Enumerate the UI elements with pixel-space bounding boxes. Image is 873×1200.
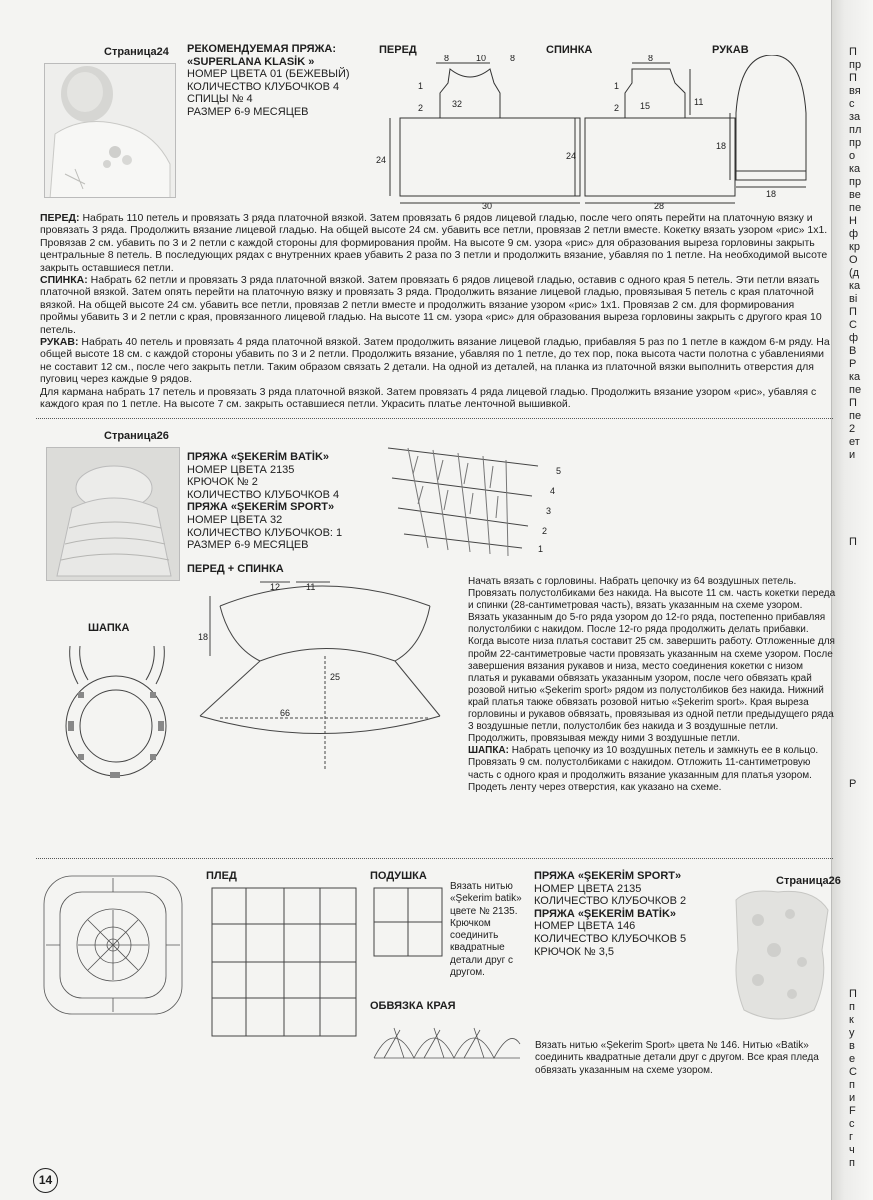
edge-letter: пр bbox=[849, 176, 862, 188]
page-reference-label: Страница26 bbox=[776, 875, 841, 887]
sleeve-width-dim: 18 bbox=[766, 189, 777, 199]
front-height-dim: 24 bbox=[376, 155, 387, 165]
hat-heading: ШАПКА: bbox=[468, 745, 509, 757]
back-width-dim: 28 bbox=[654, 201, 665, 210]
edge-letter: пр bbox=[849, 137, 862, 149]
edge-letter: пе bbox=[849, 202, 862, 214]
yarn2-color: НОМЕР ЦВЕТА 146 bbox=[534, 920, 636, 933]
yarn1-title: ПРЯЖА «ŞEKERİM SPORT» bbox=[534, 870, 682, 882]
edge-letter: п bbox=[849, 1157, 855, 1169]
front-width-dim: 30 bbox=[482, 201, 493, 210]
sleeve-diagram-label: РУКАВ bbox=[712, 44, 749, 56]
front-diagram-label: ПЕРЕД bbox=[379, 44, 417, 56]
join-note: Вязать нитью «Şekerim batik» цвете № 2135. Крючком соединить квадратные детали друг с другом. bbox=[450, 881, 522, 979]
paragraph-heading: СПИНКА: bbox=[40, 274, 88, 287]
page-number: 14 bbox=[33, 1168, 58, 1193]
blanket-instructions: Вязать нитью «Şekerim Sport» цвета № 146. Нитью «Batik» соединить квадратные детали друг с другом. Все края пледа обвязать указанным на схеме узором. bbox=[535, 1040, 819, 1076]
edge-letter: ет bbox=[849, 436, 860, 448]
edge-letter: Н bbox=[849, 215, 857, 227]
needle-size: СПИЦЫ № 4 bbox=[187, 93, 253, 106]
yarn1-color: НОМЕР ЦВЕТА 2135 bbox=[187, 463, 295, 476]
edge-letter: е bbox=[849, 1053, 856, 1065]
hat-schematic bbox=[58, 636, 176, 786]
edge-letter: пр bbox=[849, 59, 862, 71]
paragraph-heading: РУКАВ: bbox=[40, 336, 79, 349]
yarn2-balls: КОЛИЧЕСТВО КЛУБОЧКОВ: 1 bbox=[187, 526, 343, 539]
sleeve-height-dim: 18 bbox=[716, 141, 727, 151]
back-dim-d: 2 bbox=[614, 103, 620, 113]
edge-letter: (д bbox=[849, 267, 860, 279]
yarn2-title: ПРЯЖА «ŞEKERİM BATİK» bbox=[534, 907, 677, 920]
front-back-label: ПЕРЕД + СПИНКА bbox=[187, 563, 284, 575]
edge-letter: П bbox=[849, 988, 857, 1000]
back-dim-c: 1 bbox=[614, 81, 620, 91]
instruction-paragraph bbox=[40, 212, 833, 274]
hat-text: Набрать цепочку из 10 воздушных петель и замкнуть ее в кольцо. Провязать 9 см. полустолбиками с накидом. Отложить 11-сантиметровую часть с одного края и продолжить вязание указанным для платья узором. Продеть ленту через отверстия, как указано на схеме. bbox=[468, 745, 819, 793]
paragraph-text: Набрать 110 петель и провязать 3 ряда платочной вязкой. Затем провязать 6 рядов лицевой гладью, после чего опять перейти на платочную вязку и провязать 3 ряда. Продолжить вязание лицевой гладью. На общей высоте 24 см. убавить все петли, провязав 2 петли вместе. Кокетку вязать узором «рис» 1х1. Провязав 2 см. убавить по 3 и 2 петли с каждой стороны для формирования пройм. На высоте 9 см. узора «рис» для образования выреза горловины закрыть центральные 8 петель. В последующих рядах с внутренних краев убавить 2 раза по 3 петли и продолжить вязание, убавляя по 1 петле. На необходимой высоте закрыть оставшиеся петли. bbox=[40, 212, 828, 274]
edge-letter: ф bbox=[849, 228, 859, 240]
front-dim-c: 8 bbox=[510, 55, 516, 63]
granny-square-motif bbox=[38, 870, 188, 1020]
blanket-grid bbox=[206, 884, 362, 1040]
stitch-chart bbox=[378, 438, 568, 566]
back-dim-b: 11 bbox=[694, 97, 704, 107]
adjacent-page-edge bbox=[831, 0, 873, 1200]
edge-letter: к bbox=[849, 1014, 854, 1026]
edge-letter: за bbox=[849, 111, 861, 123]
pillow-grid bbox=[370, 884, 446, 960]
paragraph-text: Набрать 40 петель и провязать 4 ряда платочной вязкой. Затем продолжить вязание лицевой гладью, прибавляя 5 раз по 1 петле в каждом 6-м ряду. На общей высоте 18 см. с каждой стороны убавить по 3 и 2 петли. Продолжить вязание, убавляя по 1 петле, до тех пор, пока высота части полотна с убавлениями не составит 12 см., после чего закрыть петли. Таким образом связать 2 детали. На одной из деталей, на планка из платочной вязки выполнить отверстия для пуговиц через каждые 9 рядов. bbox=[40, 336, 830, 386]
blanket-photo bbox=[718, 870, 836, 1030]
front-dim-e: 2 bbox=[418, 103, 424, 113]
edge-letter: в bbox=[849, 1040, 855, 1052]
instruction-paragraph bbox=[40, 386, 833, 411]
blanket-label: ПЛЕД bbox=[206, 870, 237, 882]
baby-dress-photo bbox=[44, 63, 176, 198]
edge-letter: с bbox=[849, 1118, 855, 1130]
edge-letter: кр bbox=[849, 241, 860, 253]
edge-letter: О bbox=[849, 254, 858, 266]
yarn1-balls: КОЛИЧЕСТВО КЛУБОЧКОВ 4 bbox=[187, 488, 340, 501]
edge-text-bottom bbox=[849, 988, 871, 1170]
paragraph-text: Для кармана набрать 17 петель и провязать 3 ряда платочной вязкой. Затем провязать 4 ряда лицевой гладью. Продолжить вязание узором «рис», убавляя с каждого края по 1 петле. На высоте 7 см. закрыть оставшиеся петли. Украсить платье ленточной вышивкой. bbox=[40, 385, 817, 411]
edge-letter: ка bbox=[849, 163, 861, 175]
front-dim-d: 1 bbox=[418, 81, 424, 91]
edge-letter: о bbox=[849, 150, 856, 162]
edge-letter: П bbox=[849, 536, 857, 548]
edge-letter: вя bbox=[849, 85, 861, 97]
back-dim-e: 15 bbox=[640, 101, 651, 111]
edge-letter: п bbox=[849, 1079, 855, 1091]
paragraph-heading: ПЕРЕД: bbox=[40, 212, 80, 224]
yoke-dim-c: 18 bbox=[198, 632, 209, 642]
yoke-dress-schematic bbox=[190, 576, 450, 786]
hat-label: ШАПКА bbox=[88, 622, 130, 634]
edge-letter: ве bbox=[849, 189, 861, 201]
chart-row-1: 1 bbox=[538, 544, 544, 554]
yarn1-color: НОМЕР ЦВЕТА 2135 bbox=[534, 882, 642, 895]
edge-letter: у bbox=[849, 1027, 855, 1039]
edge-letter: г bbox=[849, 1131, 854, 1143]
edge-letter: ка bbox=[849, 280, 861, 292]
edge-letter: П bbox=[849, 46, 857, 58]
crochet-dress-photo bbox=[46, 447, 180, 581]
section-divider bbox=[36, 418, 833, 419]
edge-letter: 2 bbox=[849, 423, 856, 435]
edge-letter: Р bbox=[849, 358, 857, 370]
front-dim-f: 32 bbox=[452, 99, 463, 109]
edge-text-top bbox=[849, 46, 871, 462]
edge-text-mid2 bbox=[849, 778, 871, 791]
skirt-width-dim: 66 bbox=[280, 708, 291, 718]
front-dim-a: 8 bbox=[444, 55, 450, 63]
chart-row-3: 3 bbox=[546, 506, 552, 516]
edge-letter: пе bbox=[849, 384, 862, 396]
edging-chart bbox=[370, 1014, 530, 1064]
yarn-info-block-2 bbox=[187, 451, 342, 552]
yoke-dim-a: 12 bbox=[270, 582, 281, 592]
garment-size: РАЗМЕР 6-9 МЕСЯЦЕВ bbox=[187, 105, 309, 118]
section1-instructions bbox=[40, 212, 833, 411]
edge-letter: и bbox=[849, 449, 856, 461]
edge-letter: и bbox=[849, 1092, 856, 1104]
hook-size: КРЮЧОК № 2 bbox=[187, 476, 258, 489]
edge-letter: П bbox=[849, 306, 857, 318]
yarn1-balls: КОЛИЧЕСТВО КЛУБОЧКОВ 2 bbox=[534, 895, 687, 908]
edge-letter: П bbox=[849, 397, 857, 409]
dress-schematics bbox=[370, 55, 830, 210]
chart-row-4: 4 bbox=[550, 486, 556, 496]
hat-instruction bbox=[468, 745, 836, 793]
edge-letter: П bbox=[849, 72, 857, 84]
edge-letter: ві bbox=[849, 293, 858, 305]
edge-letter: ч bbox=[849, 1144, 855, 1156]
edge-text-mid bbox=[849, 536, 871, 549]
yarn-info-block bbox=[187, 43, 350, 119]
edge-letter: С bbox=[849, 1066, 857, 1078]
yoke-dim-b: 11 bbox=[306, 582, 316, 592]
edge-letter: С bbox=[849, 319, 857, 331]
yarn2-balls: КОЛИЧЕСТВО КЛУБОЧКОВ 5 bbox=[534, 932, 687, 945]
yarn-info-block-3 bbox=[534, 870, 686, 958]
edge-letter: пе bbox=[849, 410, 862, 422]
instruction-paragraph bbox=[40, 336, 833, 386]
yarn-balls: КОЛИЧЕСТВО КЛУБОЧКОВ 4 bbox=[187, 80, 340, 93]
section-divider bbox=[36, 858, 833, 859]
pillow-label: ПОДУШКА bbox=[370, 870, 427, 882]
edge-letter: с bbox=[849, 98, 855, 110]
yarn-color: НОМЕР ЦВЕТА 01 (БЕЖЕВЫЙ) bbox=[187, 68, 350, 81]
hook-size: КРЮЧОК № 3,5 bbox=[534, 945, 614, 958]
front-dim-b: 10 bbox=[476, 55, 487, 63]
edge-letter: Р bbox=[849, 778, 857, 790]
edge-letter: пл bbox=[849, 124, 862, 136]
garment-size: РАЗМЕР 6-9 МЕСЯЦЕВ bbox=[187, 539, 309, 552]
yarn2-title: ПРЯЖА «ŞEKERİM SPORT» bbox=[187, 501, 335, 514]
edge-letter: F bbox=[849, 1105, 856, 1117]
yarn2-color: НОМЕР ЦВЕТА 32 bbox=[187, 513, 283, 526]
skirt-height-dim: 25 bbox=[330, 672, 341, 682]
back-dim-a: 8 bbox=[648, 55, 654, 63]
back-height-dim: 24 bbox=[566, 151, 577, 161]
yarn-title: РЕКОМЕНДУЕМАЯ ПРЯЖА: bbox=[187, 43, 337, 55]
yarn-name: «SUPERLANA KLASİK » bbox=[187, 55, 315, 68]
back-diagram-label: СПИНКА bbox=[546, 44, 593, 56]
chart-row-5: 5 bbox=[556, 466, 562, 476]
page-reference-label: Страница24 bbox=[104, 46, 169, 58]
edge-letter: ка bbox=[849, 371, 861, 383]
dress-text: Начать вязать с горловины. Набрать цепочку из 64 воздушных петель. Провязать полустолбиками без накида. На высоте 11 см. часть кокетки переда и спинки (28-сантиметровая часть), вязать указанным на схеме узором. Вязать указанным до 5-го ряда узором до 12-го ряда, постепенно прибавляя полустолбики с накидом. После 12-го ряда продолжить делать прибавки. Когда высоте низа платья составит 25 см. завершить работу. Отложенные для пройм 22-сантиметровые части провязать указанным на схеме узором. После завершения вязания рукавов и низа, место соединения кокетки с низом платья и рукавами обвязать указанным узором, после чего обвязать край розовой нитью «Şekerim sport» рядом из полустолбиков без накида. Нижний край платья также обвязать розовой нитью «Şekerim sport». Края выреза горловины и рукавов обвязать, провязывая из одной петли предыдущего ряда 3 воздушные петли, полустолбик без накида и 3 воздушные петли. Продолжить, провязывая между ними 3 воздушные петли. bbox=[468, 576, 836, 745]
section2-instructions bbox=[468, 576, 836, 794]
edge-letter: п bbox=[849, 1001, 855, 1013]
edge-letter: В bbox=[849, 345, 857, 357]
yarn1-title: ПРЯЖА «ŞEKERİM BATİK» bbox=[187, 451, 330, 463]
instruction-paragraph bbox=[40, 274, 833, 336]
chart-row-2: 2 bbox=[542, 526, 548, 536]
edge-letter: ф bbox=[849, 332, 859, 344]
edging-label: ОБВЯЗКА КРАЯ bbox=[370, 1000, 456, 1012]
page-reference-label: Страница26 bbox=[104, 430, 169, 442]
paragraph-text: Набрать 62 петли и провязать 3 ряда платочной вязкой. Затем провязать 6 рядов лицевой гладью, оставив с одного края 5 петель. Эти петли вязать платочной вязкой. Затем опять перейти на платочную вязку и провязать 3 ряда. Продолжить вязание лицевой гладью, провязывая 5 петель с края платочной вязкой. На общей высоте 24 см. убавить все петли, провязав 2 петли вместе и продолжить вязание узором «рис» 1х1. Провязав 2 см. для формирования проймы убавить 3 и 2 петли с края, провязанного лицевой гладью. На высоте 11 см. узора «рис» для образования выреза горловины закрыть с другого края 10 петель. bbox=[40, 274, 822, 336]
